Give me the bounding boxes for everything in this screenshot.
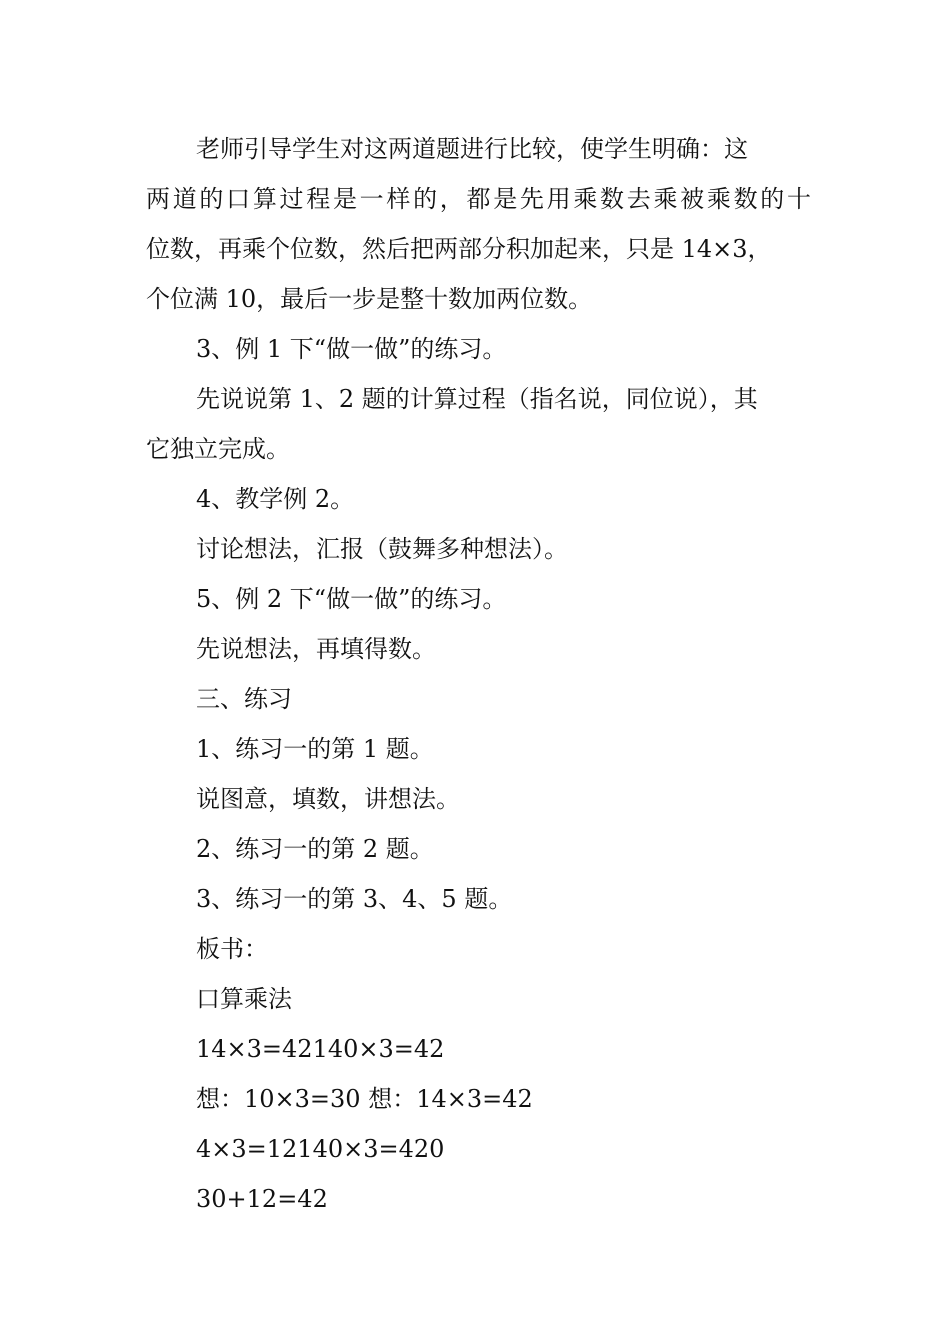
board-title: 口算乘法 xyxy=(196,985,292,1013)
board-line: 4×3=12140×3=420 xyxy=(196,1135,445,1163)
step-text: 先说想法，再填得数。 xyxy=(196,635,436,663)
section-heading: 三、练习 xyxy=(196,685,292,713)
paragraph-line: 两道的口算过程是一样的，都是先用乘数去乘被乘数的十 xyxy=(146,185,811,213)
step-heading: 4、教学例 2。 xyxy=(196,485,355,513)
step-heading: 3、例 1 下“做一做”的练习。 xyxy=(196,335,507,363)
exercise-text: 说图意，填数，讲想法。 xyxy=(196,785,460,813)
exercise-item: 3、练习一的第 3、4、5 题。 xyxy=(196,885,513,913)
paragraph-line: 老师引导学生对这两道题进行比较，使学生明确：这 xyxy=(196,135,748,163)
paragraph-line: 个位满 10，最后一步是整十数加两位数。 xyxy=(146,285,593,313)
board-line: 想：10×3=30 想：14×3=42 xyxy=(196,1085,533,1113)
step-heading: 5、例 2 下“做一做”的练习。 xyxy=(196,585,507,613)
exercise-item: 1、练习一的第 1 题。 xyxy=(196,735,434,763)
board-line: 14×3=42140×3=42 xyxy=(196,1035,445,1063)
step-text: 讨论想法，汇报（鼓舞多种想法）。 xyxy=(196,535,568,563)
paragraph-line: 先说说第 1、2 题的计算过程（指名说，同位说），其 xyxy=(196,385,758,413)
paragraph-line: 它独立完成。 xyxy=(146,435,290,463)
exercise-item: 2、练习一的第 2 题。 xyxy=(196,835,434,863)
paragraph-line: 位数，再乘个位数，然后把两部分积加起来，只是 14×3， xyxy=(146,235,772,263)
board-line: 30+12=42 xyxy=(196,1185,328,1213)
board-label: 板书： xyxy=(196,935,268,963)
